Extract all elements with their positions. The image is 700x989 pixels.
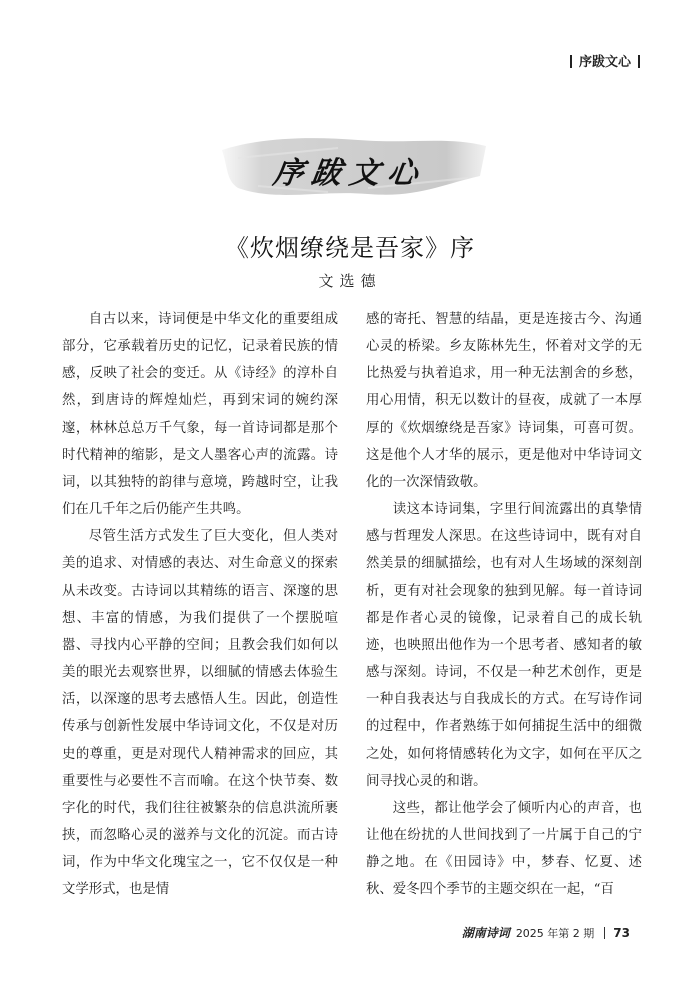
paragraph: 这些，都让他学会了倾听内心的声音，也让他在纷扰的人世间找到了一片属于自己的宁静之地。在《田园诗》中，梦春、忆夏、述秋、爱冬四个季节的主题交织在一起，“百 xyxy=(366,800,642,898)
banner-char: 跋 xyxy=(309,156,352,191)
section-tag-bar-left xyxy=(570,55,572,68)
paragraph: 尽管生活方式发生了巨大变化，但人类对美的追求、对情感的表达、对生命意义的探索从未改变。古诗词以其精练的语言、深邃的思想、丰富的情感，为我们提供了一个摆脱喧嚣、寻找内心平静的空间；且教会我们如何以美的眼光去观察世界，以细腻的情感去体验生活，以深邃的思考去感悟人生。因此，创造性传承与创新性发展中华诗词文化，不仅是对历史的尊重，更是对现代人精神需求的回应，其重要性与必要性不言而喻。在这个快节奏、数字化的时代，我们往往被繁杂的信息洪流所裹挟，而忽略心灵的滋养与文化的沉淀。而古诗词，作为中华文化瑰宝之一，它不仅仅是一种文学形式，也是情 xyxy=(62,529,338,898)
paragraph: 读这本诗词集，字里行间流露出的真挚情感与哲理发人深思。在这些诗词中，既有对自然美景的细腻描绘，也有对人生场域的深刻剖析，更有对社会现象的独到见解。每一首诗词都是作者心灵的镜像，记录着自己的成长轨迹，也映照出他作为一个思考者、感知者的敏感与深刻。诗词，不仅是一种艺术创作，更是一种自我表达与自我成长的方式。在写诗作词的过程中，作者熟练于如何捕捉生活中的细微之处，如何将情感转化为文字，如何在平仄之间寻找心灵的和谐。 xyxy=(366,502,642,789)
footer-divider xyxy=(604,927,605,939)
right-text-column xyxy=(366,306,642,903)
article-title: 《炊烟缭绕是吾家》序 xyxy=(225,234,475,262)
article-author: 文选德 xyxy=(318,272,382,290)
paragraph: 自古以来，诗词便是中华文化的重要组成部分，它承载着历史的记忆，记录着民族的情感，反映了社会的变迁。从《诗经》的淳朴自然，到唐诗的辉煌灿烂，再到宋词的婉约深邃，林林总总万千气象，每一首诗词都是那个时代精神的缩影，是文人墨客心声的流露。诗词，以其独特的韵律与意境，跨越时空，让我们在几千年之后仍能产生共鸣。 xyxy=(62,312,338,518)
issue-label: 2025 年第 2 期 xyxy=(515,926,595,940)
magazine-name: 湖南诗词 xyxy=(461,926,510,940)
banner-char: 心 xyxy=(385,156,428,191)
section-tag xyxy=(563,51,647,70)
paragraph: 感的寄托、智慧的结晶，更是连接古今、沟通心灵的桥梁。乡友陈林先生，怀着对文学的无比热爱与执着追求，用一种无法割舍的乡愁，用心用情，积无以数计的昼夜，成就了一本厚厚的《炊烟缭绕是吾家》诗词集，可喜可贺。这是他个人才华的展示，更是他对中华诗词文化的一次深情致敬。 xyxy=(366,312,642,490)
banner-char: 序 xyxy=(271,156,314,191)
section-tag-label: 序跋文心 xyxy=(578,55,631,70)
section-tag-bar-right xyxy=(638,55,640,68)
section-banner-title xyxy=(0,148,700,192)
banner-char: 文 xyxy=(347,156,390,191)
left-text-column xyxy=(62,306,338,903)
page-footer xyxy=(462,924,630,941)
page-number: 73 xyxy=(613,925,630,940)
